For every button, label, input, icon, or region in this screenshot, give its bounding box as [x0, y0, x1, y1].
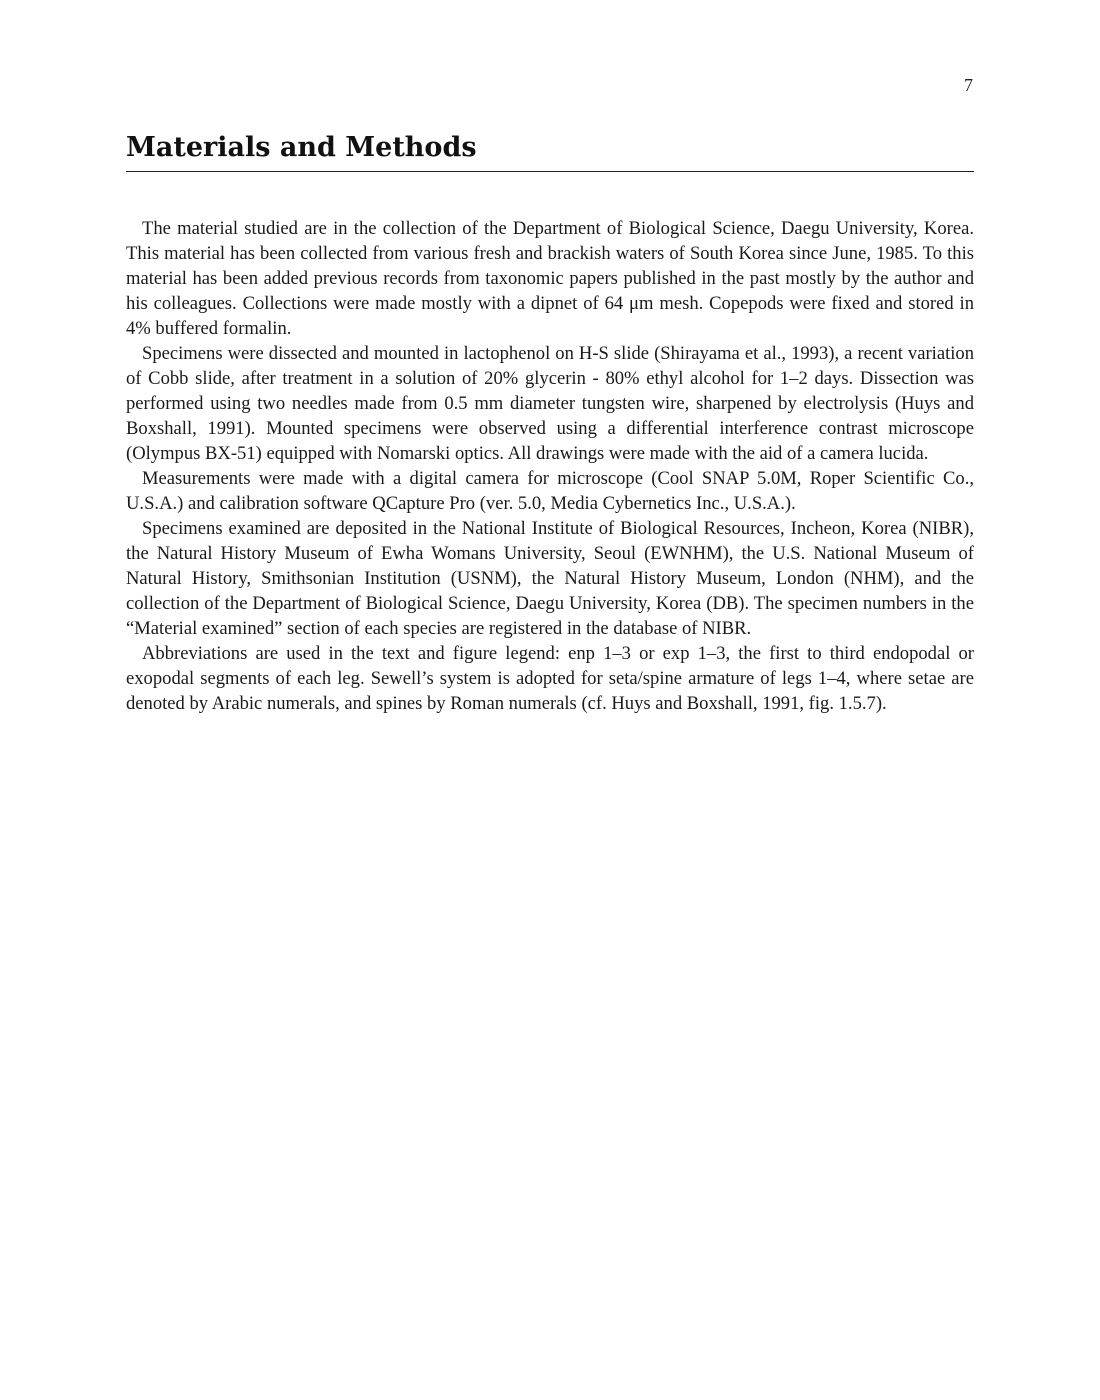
paragraph-deposition: Specimens examined are deposited in the National Institute of Biological Resources, Incheon, Korea (NIBR), the Natural History Museum of Ewha Womans University, Seoul (EWNHM), the U.S. National Museum of Natural History, Smithsonian Institution (USNM), the Natural History Museum, London (NHM), and the collection of the Department of Biological Science, Daegu University, Korea (DB). The specimen numbers in the “Material examined” section of each species are registered in the database of NIBR.	[126, 518, 974, 639]
paragraph-measurements: Measurements were made with a digital camera for microscope (Cool SNAP 5.0M, Roper Scientific Co., U.S.A.) and calibration software QCapture Pro (ver. 5.0, Media Cybernetics Inc., U.S.A.).	[126, 468, 974, 514]
paragraph-collection: The material studied are in the collection of the Department of Biological Science, Daegu University, Korea. This material has been collected from various fresh and brackish waters of South Korea since June, 1985. To this material has been added previous records from taxonomic papers published in the past mostly by the author and his colleagues. Collections were made mostly with a dipnet of 64 μm mesh. Copepods were fixed and stored in 4% buffered formalin.	[126, 218, 974, 339]
body-text	[126, 216, 974, 716]
section-heading: Materials and Methods	[126, 132, 477, 163]
paragraph-dissection: Specimens were dissected and mounted in lactophenol on H-S slide (Shirayama et al., 1993), a recent variation of Cobb slide, after treatment in a solution of 20% glycerin - 80% ethyl alcohol for 1–2 days. Dissection was performed using two needles made from 0.5 mm diameter tungsten wire, sharpened by electrolysis (Huys and Boxshall, 1991). Mounted specimens were observed using a differential interference contrast microscope (Olympus BX-51) equipped with Nomarski optics. All drawings were made with the aid of a camera lucida.	[126, 343, 974, 464]
section-heading-block	[126, 130, 974, 172]
page-number: 7	[964, 75, 973, 95]
paragraph-abbreviations: Abbreviations are used in the text and figure legend: enp 1–3 or exp 1–3, the first to third endopodal or exopodal segments of each leg. Sewell’s system is adopted for seta/spine armature of legs 1–4, where setae are denoted by Arabic numerals, and spines by Roman numerals (cf. Huys and Boxshall, 1991, fig. 1.5.7).	[126, 643, 974, 714]
